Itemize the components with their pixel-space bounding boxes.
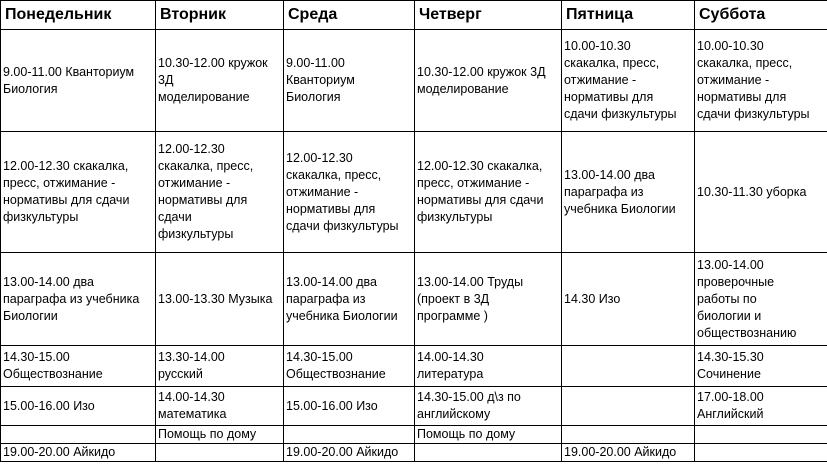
table-cell[interactable]: 14.30-15.30 Сочинение bbox=[695, 346, 827, 387]
table-cell[interactable]: 15.00-16.00 Изо bbox=[1, 387, 156, 426]
table-cell[interactable]: 13.00-14.00 два параграфа из учебника Биологии bbox=[284, 253, 415, 346]
header-monday[interactable]: Понедельник bbox=[1, 1, 156, 30]
table-cell[interactable]: 10.30-11.30 уборка bbox=[695, 132, 827, 253]
table-cell[interactable]: 10.30-12.00 кружок 3Д моделирование bbox=[156, 30, 284, 132]
table-cell[interactable]: 13.00-14.00 два параграфа из учебника Биологии bbox=[562, 132, 695, 253]
table-cell[interactable] bbox=[562, 426, 695, 444]
table-cell[interactable]: 14.00-14.30 математика bbox=[156, 387, 284, 426]
table-cell[interactable]: Помощь по дому bbox=[415, 426, 562, 444]
table-row bbox=[1, 387, 827, 426]
table-cell[interactable] bbox=[562, 346, 695, 387]
table-cell[interactable] bbox=[695, 426, 827, 444]
table-cell[interactable]: 12.00-12.30 скакалка, пресс, отжимание - нормативы для сдачи физкультуры bbox=[284, 132, 415, 253]
table-cell[interactable]: 13.00-14.00 проверочные работы по биологии и обществознанию bbox=[695, 253, 827, 346]
table-cell[interactable] bbox=[562, 387, 695, 426]
table-cell[interactable]: 15.00-16.00 Изо bbox=[284, 387, 415, 426]
header-wednesday[interactable]: Среда bbox=[284, 1, 415, 30]
table-cell[interactable] bbox=[1, 426, 156, 444]
table-cell[interactable]: 10.30-12.00 кружок 3Д моделирование bbox=[415, 30, 562, 132]
table-cell[interactable]: 12.00-12.30 скакалка, пресс, отжимание - нормативы для сдачи физкультуры bbox=[415, 132, 562, 253]
table-cell[interactable]: 9.00-11.00 Кванториум Биология bbox=[284, 30, 415, 132]
header-friday[interactable]: Пятница bbox=[562, 1, 695, 30]
table-cell[interactable]: 13.00-14.00 Труды (проект в 3Д программе ) bbox=[415, 253, 562, 346]
table-cell[interactable]: 12.00-12.30 скакалка, пресс, отжимание - нормативы для сдачи физкультуры bbox=[1, 132, 156, 253]
table-row bbox=[1, 132, 827, 253]
table-cell[interactable]: 19.00-20.00 Айкидо bbox=[562, 444, 695, 462]
table-cell[interactable]: 14.30-15.00 д\з по английскому bbox=[415, 387, 562, 426]
table-row bbox=[1, 346, 827, 387]
table-cell[interactable]: 14.30-15.00 Обществознание bbox=[284, 346, 415, 387]
header-saturday[interactable]: Суббота bbox=[695, 1, 827, 30]
table-cell[interactable]: 19.00-20.00 Айкидо bbox=[1, 444, 156, 462]
table-cell[interactable]: 19.00-20.00 Айкидо bbox=[284, 444, 415, 462]
table-cell[interactable]: 13.00-13.30 Музыка bbox=[156, 253, 284, 346]
table-cell[interactable]: 17.00-18.00 Английский bbox=[695, 387, 827, 426]
table-cell[interactable]: 9.00-11.00 Кванториум Биология bbox=[1, 30, 156, 132]
table-cell[interactable]: 14.00-14.30 литература bbox=[415, 346, 562, 387]
table-cell[interactable] bbox=[156, 444, 284, 462]
table-cell[interactable]: 14.30-15.00 Обществознание bbox=[1, 346, 156, 387]
table-row bbox=[1, 253, 827, 346]
table-row bbox=[1, 30, 827, 132]
table-cell[interactable]: 10.00-10.30 скакалка, пресс, отжимание - нормативы для сдачи физкультуры bbox=[562, 30, 695, 132]
table-cell[interactable]: 13.00-14.00 два параграфа из учебника Биологии bbox=[1, 253, 156, 346]
table-cell[interactable] bbox=[415, 444, 562, 462]
table-cell[interactable]: 12.00-12.30 скакалка, пресс, отжимание - нормативы для сдачи физкультуры bbox=[156, 132, 284, 253]
table-cell[interactable] bbox=[284, 426, 415, 444]
table-row bbox=[1, 426, 827, 444]
table-cell[interactable]: 10.00-10.30 скакалка, пресс, отжимание - нормативы для сдачи физкультуры bbox=[695, 30, 827, 132]
header-tuesday[interactable]: Вторник bbox=[156, 1, 284, 30]
table-cell[interactable]: Помощь по дому bbox=[156, 426, 284, 444]
table-cell[interactable] bbox=[695, 444, 827, 462]
header-row bbox=[1, 1, 827, 30]
header-thursday[interactable]: Четверг bbox=[415, 1, 562, 30]
table-cell[interactable]: 14.30 Изо bbox=[562, 253, 695, 346]
table-cell[interactable]: 13.30-14.00 русский bbox=[156, 346, 284, 387]
table-row bbox=[1, 444, 827, 462]
